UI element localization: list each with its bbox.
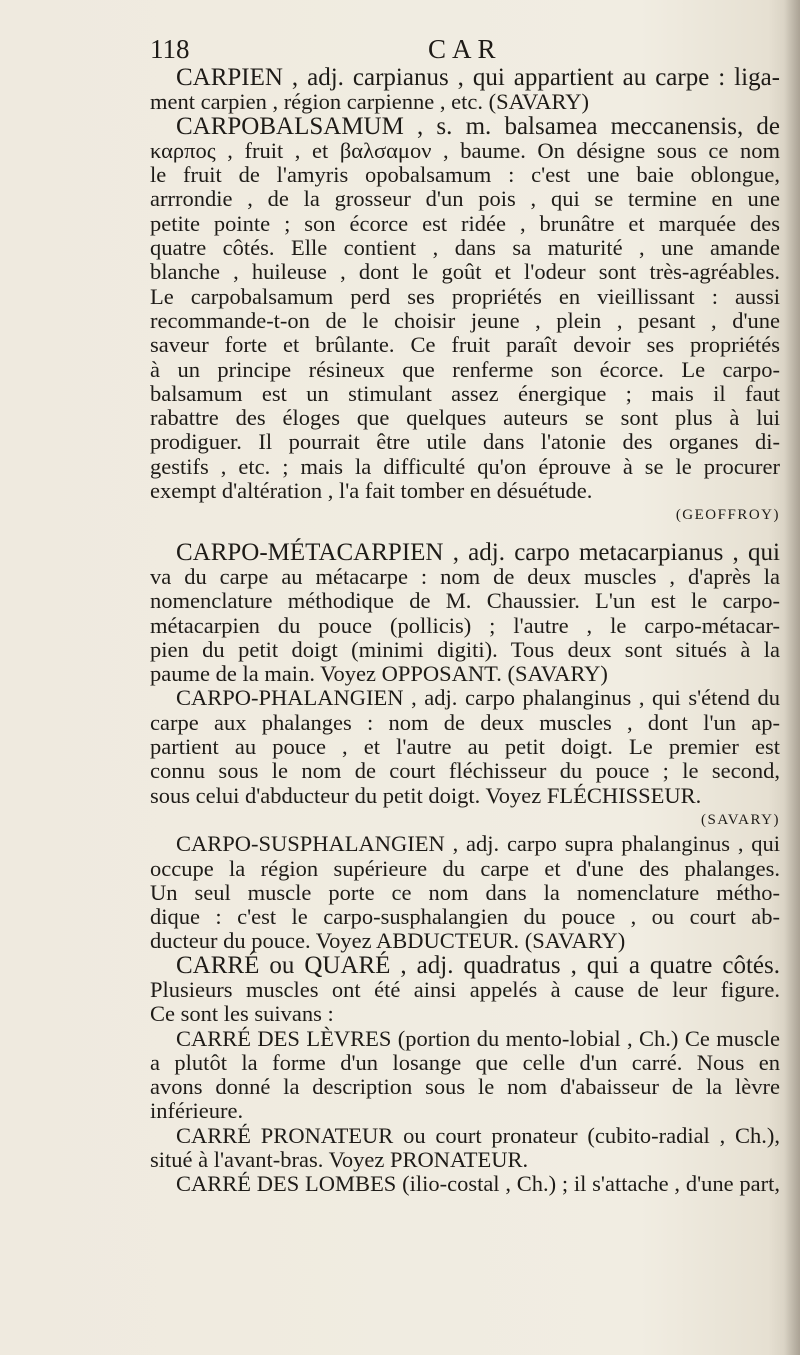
entry-carpien [150,66,780,115]
text-line: CARPOBALSAMUM , s. m. balsamea meccanensis, de [176,112,780,140]
text-line: ducteur du pouce. Voyez ABDUCTEUR. (SAVARY) [150,928,626,954]
section-heading: CAR [428,34,502,64]
text-line: quatre côtés. Elle contient , dans sa maturité , une amande [150,235,780,261]
text-line: CARRÉ DES LÈVRES (portion du mento-lobial , Ch.) Ce muscle [176,1025,780,1051]
page-gutter-shadow [784,0,800,1355]
page-number: 118 [150,34,190,64]
text-line: a plutôt la forme d'un losange que celle d'un carré. Nous en [150,1049,780,1075]
text-line: inférieure. [150,1098,244,1124]
text-line: sous celui d'abducteur du petit doigt. Voyez FLÉCHISSEUR. [150,782,702,808]
entry-carpobalsamum [150,112,780,528]
entry-carre [150,951,780,1027]
dictionary-text [150,66,780,1197]
text-line: petite pointe ; son écorce est ridée , brunâtre et marquée des [150,210,780,236]
text-line: occupe la région supérieure du carpe et d'une des phalanges. [150,855,780,881]
text-line: CARRÉ PRONATEUR ou court pronateur (cubito-radial , Ch.), [176,1122,780,1148]
text-line: Un seul muscle porte ce nom dans la nomenclature métho- [150,879,780,905]
text-line: CARRÉ ou QUARÉ , adj. quadratus , qui a quatre côtés. [176,951,780,979]
text-line: καρπος , fruit , et βαλσαμον , baume. On désigne sous ce nom [150,137,780,163]
text-line: CARPO-MÉTACARPIEN , adj. carpo metacarpianus , qui [176,538,780,566]
text-line: gestifs , etc. ; mais la difficulté qu'on éprouve à se le procurer [150,453,780,479]
text-line: balsamum est un stimulant assez énergique ; mais il faut [150,380,780,406]
text-line: à un principe résineux que renferme son écorce. Le carpo- [150,356,780,382]
text-line: métacarpien du pouce (pollicis) ; l'autre , le carpo-métacar- [150,612,780,638]
entry-carpo-metacarpien [150,538,780,687]
text-line: paume de la main. Voyez OPPOSANT. (SAVARY) [150,661,608,687]
text-line: dique : c'est le carpo-susphalangien du pouce , ou court ab- [150,904,780,930]
text-line: Plusieurs muscles ont été ainsi appelés à cause de leur figure. [150,976,780,1002]
text-line: nomenclature méthodique de M. Chaussier. L'un est le carpo- [150,588,780,614]
text-line: le fruit de l'amyris opobalsamum : c'est une baie oblongue, [150,162,780,188]
text-line: CARPO-PHALANGIEN , adj. carpo phalanginus , qui s'étend du [176,685,780,711]
text-line: saveur forte et brûlante. Ce fruit paraît devoir ses propriétés [150,332,780,358]
text-line: recommande-t-on de le choisir jeune , plein , pesant , d'une [150,307,780,333]
author-signature: (GEOFFROY) [675,507,780,524]
entry-carre-des-lombes [150,1172,780,1196]
author-signature: (SAVARY) [701,811,780,828]
text-line: CARPIEN , adj. carpianus , qui appartient au carpe : liga- [176,64,780,91]
entry-carpo-phalangien [150,686,780,832]
text-line: prodiguer. Il pourrait être utile dans l'atonie des organes di- [150,429,780,455]
text-line: connu sous le nom de court fléchisseur du pouce ; le second, [150,758,780,784]
text-line: ment carpien , région carpienne , etc. (SAVARY) [150,89,590,115]
entry-carpo-susphalangien [150,832,780,953]
running-head [150,34,760,68]
text-line: partient au pouce , et l'autre au petit doigt. Le premier est [150,734,780,760]
text-line: exempt d'altération , l'a fait tomber en désuétude. [150,478,593,504]
text-line: blanche , huileuse , dont le goût et l'odeur sont très-agréables. [150,259,780,285]
text-line: carpe aux phalanges : nom de deux muscles , dont l'un ap- [150,709,780,735]
text-line: arrrondie , de la grosseur d'un pois , qui se termine en une [150,186,780,212]
text-line: CARRÉ DES LOMBES (ilio-costal , Ch.) ; il s'attache , d'une part, [176,1171,780,1197]
text-line: rabattre des éloges que quelques auteurs se sont plus à lui [150,405,780,431]
text-line: pien du petit doigt (minimi digiti). Tous deux sont situés à la [150,636,780,662]
entry-carre-des-levres [150,1027,780,1124]
entry-carre-pronateur [150,1124,780,1173]
text-line: va du carpe au métacarpe : nom de deux muscles , d'après la [150,563,780,589]
text-line: CARPO-SUSPHALANGIEN , adj. carpo supra phalanginus , qui [176,831,780,857]
text-line: Ce sont les suivans : [150,1001,334,1027]
text-line: Le carpobalsamum perd ses propriétés en vieillissant : aussi [150,283,780,309]
text-line: situé à l'avant-bras. Voyez PRONATEUR. [150,1147,529,1173]
text-line: avons donné la description sous le nom d'abaisseur de la lèvre [150,1074,780,1100]
